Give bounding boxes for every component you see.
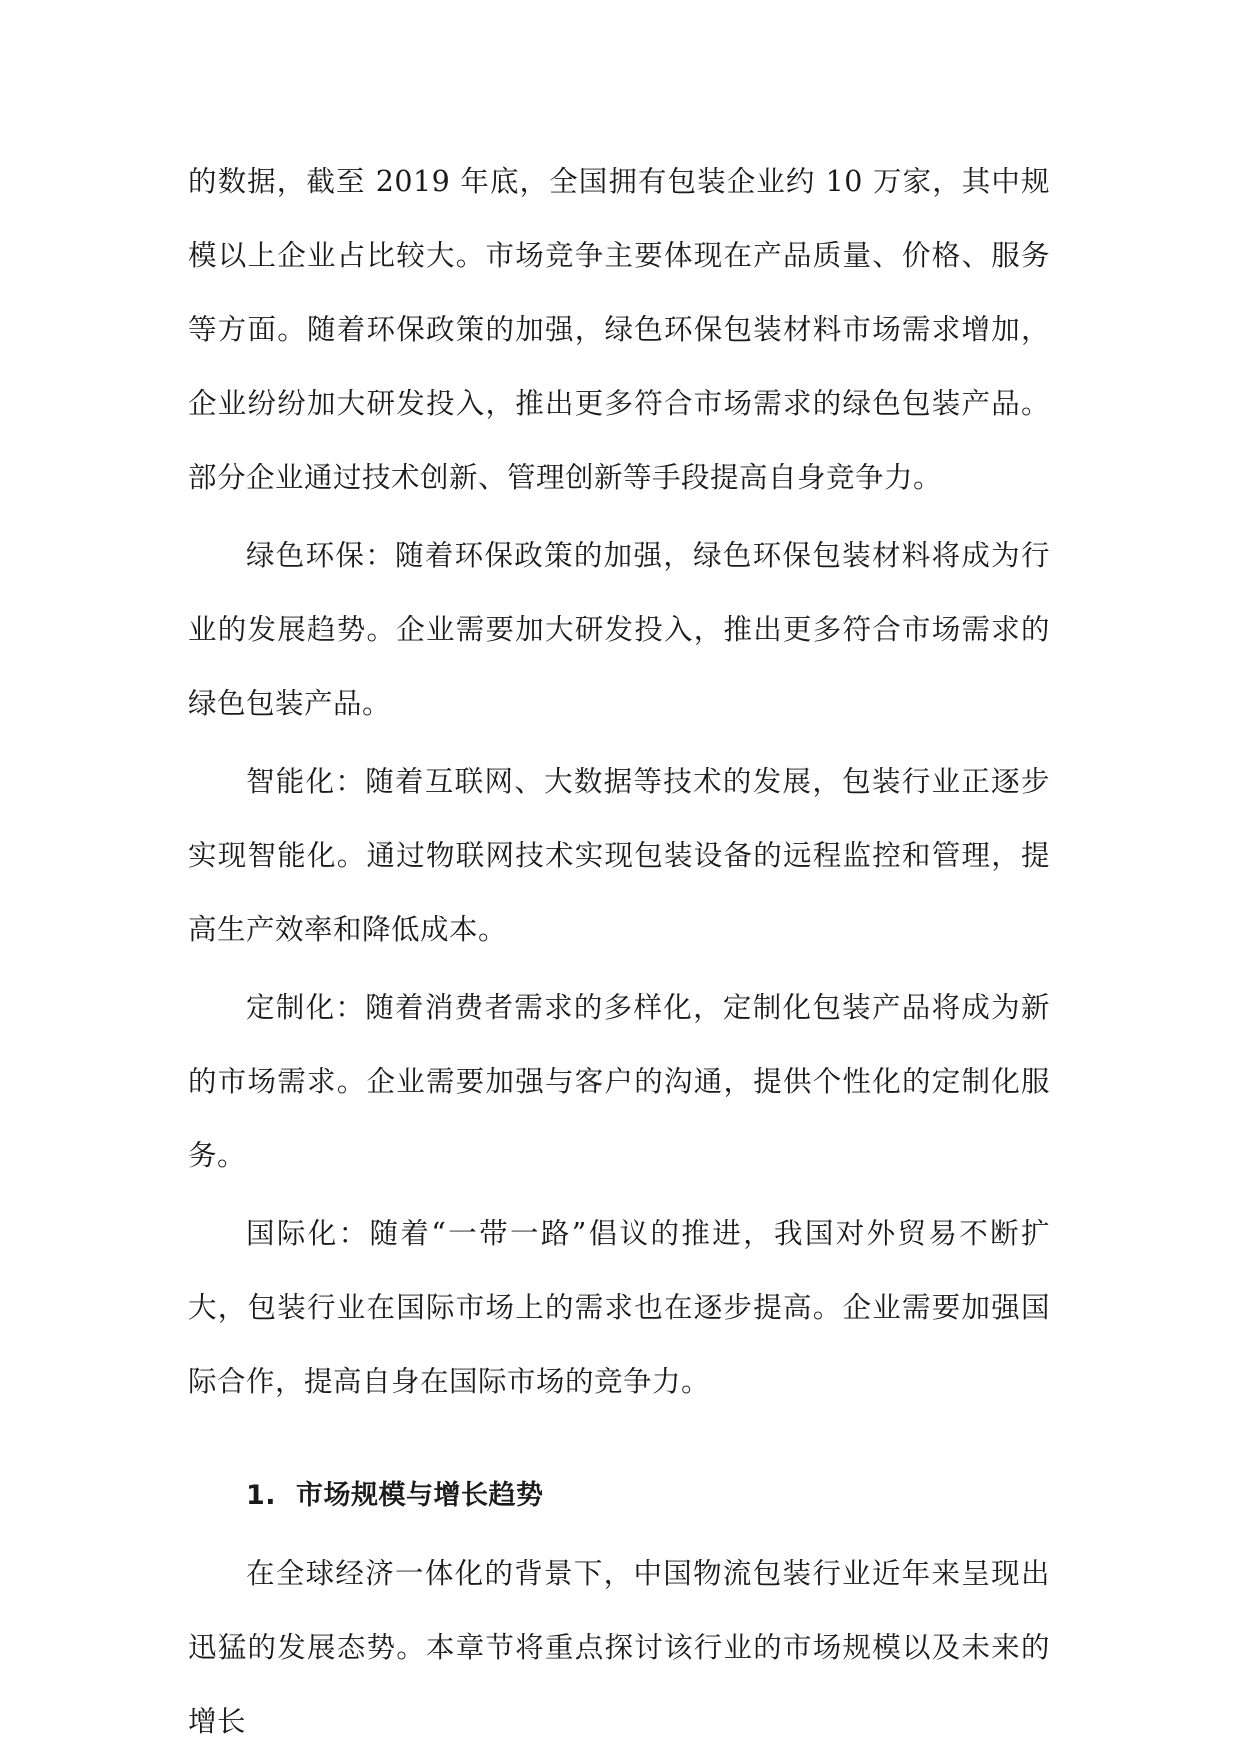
paragraph-market-scale: 在全球经济一体化的背景下，中国物流包装行业近年来呈现出迅猛的发展态势。本章节将重点探讨该行业的市场规模以及未来的增长 <box>188 1557 1050 1738</box>
section-title: 市场规模与增长趋势 <box>296 1480 544 1511</box>
paragraph-green-environmental: 绿色环保：随着环保政策的加强，绿色环保包装材料将成为行业的发展趋势。企业需要加大研发投入，推出更多符合市场需求的绿色包装产品。 <box>188 539 1050 720</box>
paragraph-internationalization: 国际化：随着“一带一路”倡议的推进，我国对外贸易不断扩大，包装行业在国际市场上的需求也在逐步提高。企业需要加强国际合作，提高自身在国际市场的竞争力。 <box>188 1217 1050 1398</box>
document-body <box>188 145 1050 1763</box>
paragraph-customization: 定制化：随着消费者需求的多样化，定制化包装产品将成为新的市场需求。企业需要加强与客户的沟通，提供个性化的定制化服务。 <box>188 991 1050 1172</box>
section-number: 1. <box>246 1480 277 1511</box>
paragraph-market-competition: 的数据，截至 2019 年底，全国拥有包装企业约 10 万家，其中规模以上企业占比较大。市场竞争主要体现在产品质量、价格、服务等方面。随着环保政策的加强，绿色环保包装材料市场需求增加，企业纷纷加大研发投入，推出更多符合市场需求的绿色包装产品。部分企业通过技术创新、管理创新等手段提高自身竞争力。 <box>188 165 1050 494</box>
paragraph-intelligent: 智能化：随着互联网、大数据等技术的发展，包装行业正逐步实现智能化。通过物联网技术实现包装设备的远程监控和管理，提高生产效率和降低成本。 <box>188 765 1050 946</box>
section-heading <box>188 1459 1050 1533</box>
